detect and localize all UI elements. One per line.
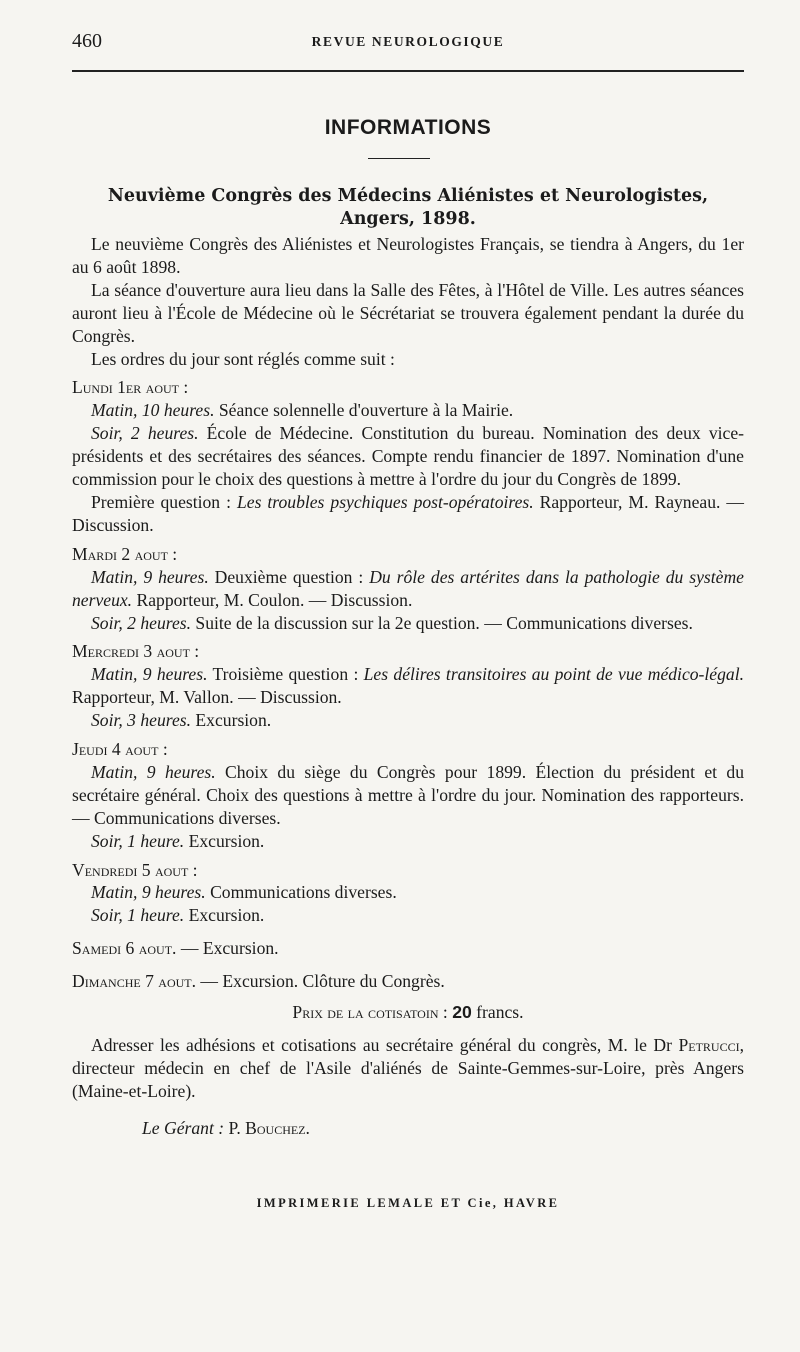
price-label: Prix de la cotisatoin : [292,1002,453,1023]
question-lead: Première question : [91,491,237,512]
session-text: Suite de la discussion sur la 2e question. — Communications diverses. [191,612,693,633]
manager-name: P. Bouchez. [224,1117,310,1138]
price-line [72,1001,744,1024]
agenda-intro: Les ordres du jour sont réglés comme suit : [91,348,395,369]
printer-imprint: IMPRIMERIE LEMALE ET Cie, HAVRE [256,1196,560,1210]
journal-title: REVUE NEUROLOGIQUE [311,34,505,49]
time-label: Matin, 9 heures. [91,761,216,782]
mercredi-soir [91,709,744,732]
session-text: Communications diverses. [205,882,397,903]
question-title: Les délires transitoires au point de vue médico-légal. [363,664,744,685]
session-text: École de Médecine. Constitution du bureau. Nomination des deux vice-présidents et des secrétaires des séances. Compte rendu financier de 1897. Nomination d'une commission pour le choix des questions à mettre à l'ordre du jour du Congrès de 1899. [72,423,744,490]
contact-paragraph [72,1034,744,1103]
article-title-line1: Neuvième Congrès des Médecins Aliénistes et Neurologistes, [107,186,709,206]
question-title: Les troubles psychiques post-opératoires. [236,491,534,512]
lundi-soir [72,422,744,491]
mardi-matin [72,566,744,612]
time-label: Matin, 9 heures. [91,566,209,587]
article-title-line2: Angers, 1898. [340,209,476,229]
article-heading [72,185,744,231]
day-mardi: Mardi 2 aout : [72,543,178,564]
contact-rest: , directeur médecin en chef de l'Asile d'aliénés de Sainte-Gemmes-sur-Loire, près Angers (Maine-et-Loire). [72,1035,744,1101]
session-text: Séance solennelle d'ouverture à la Mairie. [214,400,514,421]
session-text: Excursion. [191,710,272,731]
mardi-soir [72,612,744,635]
vendredi-soir [91,904,744,927]
price-amount: 20 [452,1002,472,1023]
vendredi-matin [91,881,744,904]
time-label: Soir, 2 heures. [91,423,199,444]
lundi-question [72,491,744,537]
page-number: 460 [72,30,102,52]
session-text: Troisième question : [207,664,364,685]
session-text: Choix du siège du Congrès pour 1899. Élection du président et du secrétaire général. Choix des questions à mettre à l'ordre du jour. Nomination des rapporteurs. — Communications diverses. [72,761,745,828]
session-text: — Excursion. [176,938,279,959]
header-rule [72,70,744,72]
day-lundi: Lundi 1er aout : [72,377,189,398]
mercredi-matin [72,663,744,709]
contact-name: Petrucci [678,1035,740,1055]
day-jeudi: Jeudi 4 aout : [72,739,168,760]
question-rest: Rapporteur, M. Rayneau. — Discussion. [72,491,744,535]
price-unit: francs. [471,1002,524,1023]
session-text: Excursion. [184,830,265,851]
manager-label: Le Gérant : [142,1117,225,1138]
time-label: Soir, 3 heures. [91,710,192,731]
session-text: Deuxième question : [208,566,370,587]
intro-paragraph: Le neuvième Congrès des Aliénistes et Neurologistes Français, se tiendra à Angers, du 1er au 6 août 1898. [72,234,744,277]
day-vendredi: Vendredi 5 aout : [72,859,198,880]
opening-paragraph: La séance d'ouverture aura lieu dans la Salle des Fêtes, à l'Hôtel de Ville. Les autres séances auront lieu à l'École de Médecine où le Sécrétariat se trouvera également pendant la durée du Congrès. [72,279,744,346]
question-rest: Rapporteur, M. Coulon. — Discussion. [132,589,413,610]
question-rest: Rapporteur, M. Vallon. — Discussion. [72,687,342,708]
question-title: Du rôle des artérites dans la pathologie du système nerveux. [72,566,744,610]
lundi-matin [91,399,744,422]
time-label: Soir, 1 heure. [91,905,185,926]
jeudi-matin [72,761,744,830]
time-label: Soir, 1 heure. [91,830,185,851]
day-label: Samedi 6 aout. [72,938,177,959]
article-body [72,233,744,1140]
title-rule [368,158,430,159]
session-text: Excursion. [184,905,265,926]
time-label: Soir, 2 heures. [91,612,192,633]
day-label: Dimanche 7 aout. [72,971,197,992]
contact-lead: Adresser les adhésions et cotisations au secrétaire général du congrès, M. le Dr [91,1035,679,1055]
session-text: — Excursion. Clôture du Congrès. [196,971,445,992]
section-title: INFORMATIONS [324,116,492,139]
day-mercredi: Mercredi 3 aout : [72,641,200,662]
time-label: Matin, 9 heures. [91,882,206,903]
manager-signature [142,1117,744,1140]
time-label: Matin, 10 heures. [91,400,215,421]
time-label: Matin, 9 heures. [91,664,208,685]
day-samedi [72,937,744,960]
day-dimanche [72,970,744,993]
running-header [72,30,744,54]
jeudi-soir [91,830,744,853]
